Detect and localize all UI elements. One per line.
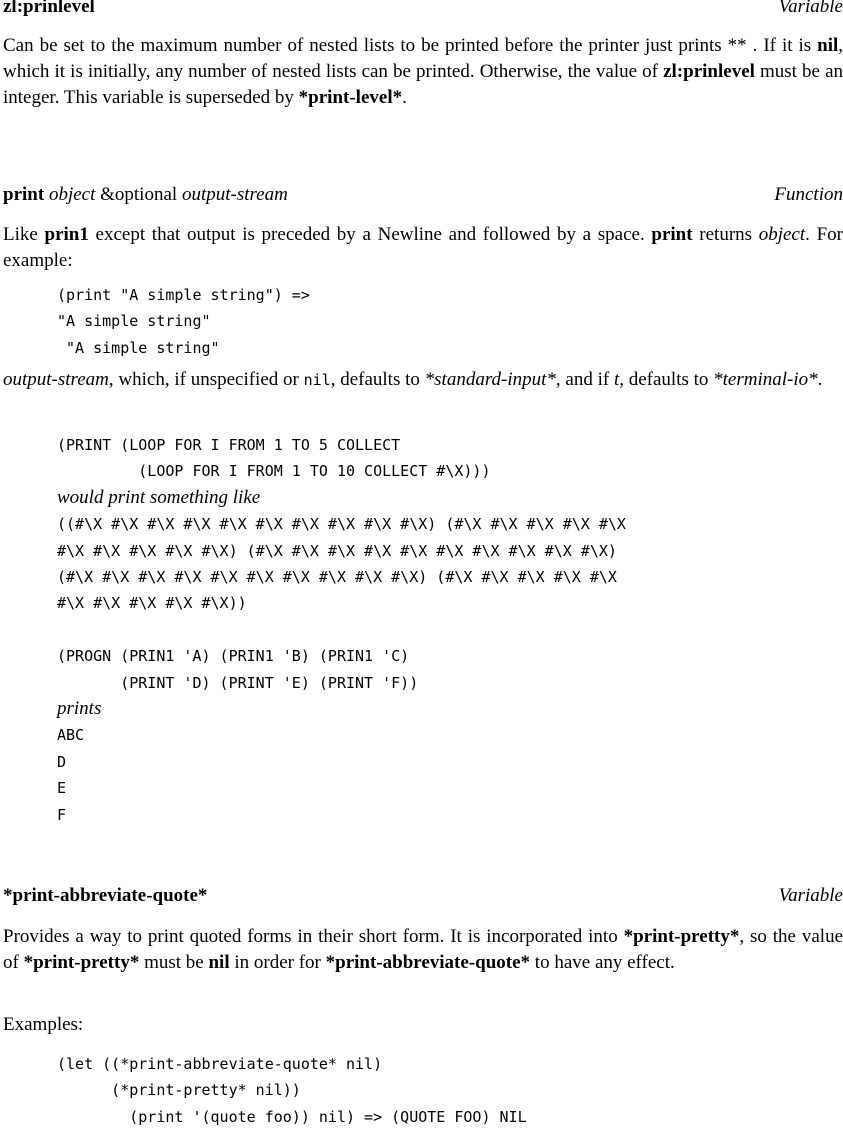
code-comment: prints: [57, 698, 102, 720]
code-line: (PRINT (LOOP FOR I FROM 1 TO 5 COLLECT: [57, 436, 401, 454]
entry-description: [3, 367, 843, 393]
code-line: (PRINT 'D) (PRINT 'E) (PRINT 'F)): [57, 673, 419, 692]
code-term: nil: [303, 371, 331, 389]
entry-description: [3, 222, 843, 274]
term: prin1: [44, 224, 89, 245]
arg: output-stream: [3, 369, 109, 390]
code-line: (#\X #\X #\X #\X #\X #\X #\X #\X #\X #\X) (#\X #\X #\X #\X #\X: [57, 568, 617, 587]
code-line: (let ((*print-abbreviate-quote* nil): [57, 1055, 383, 1073]
arg: output-stream: [181, 184, 288, 205]
text: , defaults to: [619, 369, 714, 390]
text: Provides a way to print quoted forms in their short form. It is incorporated into: [3, 926, 624, 947]
text: .: [402, 87, 407, 108]
code-line: ABC: [57, 726, 85, 745]
text: must be an integer. This variable is superseded by: [3, 61, 843, 108]
entry-name: *print-abbreviate-quote*: [3, 885, 208, 906]
code-line: #\X #\X #\X #\X #\X) (#\X #\X #\X #\X #\X #\X #\X #\X #\X #\X): [57, 541, 617, 560]
entry-kind: Function: [774, 184, 843, 205]
text: except that output is preceded by a Newline and followed by a space.: [88, 224, 652, 245]
text: Like: [3, 224, 45, 245]
code-line: F: [57, 805, 67, 824]
entry-header-prinlevel: [3, 0, 843, 18]
code-line: (*print-pretty* nil)): [57, 1081, 301, 1100]
text: , which, if unspecified or: [108, 369, 304, 390]
code-line: ((#\X #\X #\X #\X #\X #\X #\X #\X #\X #\X) (#\X #\X #\X #\X #\X: [57, 515, 626, 534]
entry-header-print-abbreviate-quote: [3, 885, 843, 907]
term: *print-pretty*: [23, 952, 140, 973]
term: *standard-input*: [424, 369, 556, 390]
code-line: (print "A simple string") =>: [57, 286, 310, 304]
entry-name: zl:prinlevel: [3, 0, 95, 17]
blank-line: [57, 617, 843, 643]
code-comment: would print something like: [57, 486, 261, 508]
code-line: (print '(quote foo)) nil) => (QUOTE FOO) NIL: [57, 1107, 527, 1126]
term: t: [613, 369, 620, 390]
entry-description: [3, 924, 843, 976]
text: , and if: [555, 369, 614, 390]
entry-kind: Variable: [778, 0, 843, 17]
text: in order for: [229, 952, 326, 973]
text: , which it is initially, any number of nested lists can be printed. Otherwise, the value of: [3, 35, 843, 82]
term: print: [651, 224, 693, 245]
text: , so the value of: [3, 926, 843, 973]
arg: object: [758, 224, 806, 245]
examples-label: Examples:: [3, 1014, 84, 1035]
term: *print-abbreviate-quote*: [325, 952, 531, 973]
code-line: (PROGN (PRIN1 'A) (PRIN1 'B) (PRIN1 'C): [57, 647, 410, 666]
term: nil: [817, 35, 839, 56]
text: , defaults to: [330, 369, 425, 390]
text: .: [817, 369, 823, 390]
text: Can be set to the maximum number of nested lists to be printed before the printer just prints ** . If it is: [3, 35, 818, 56]
code-line: "A simple string": [57, 312, 211, 331]
code-line: "A simple string": [57, 338, 220, 357]
code-line: D: [57, 752, 67, 771]
text: . For example:: [3, 224, 843, 271]
term: *terminal-io*: [713, 369, 818, 390]
code-line: #\X #\X #\X #\X #\X)): [57, 594, 247, 613]
entry-header-print: [3, 184, 843, 206]
term: *print-pretty*: [623, 926, 740, 947]
arg: object: [48, 184, 96, 205]
code-line: E: [57, 779, 67, 798]
code-example: [57, 432, 843, 828]
entry-name: print: [3, 184, 45, 205]
text: to have any effect.: [530, 952, 675, 973]
term: nil: [208, 952, 230, 973]
code-example: [57, 282, 843, 361]
entry-kind: Variable: [778, 885, 843, 906]
code-line: (LOOP FOR I FROM 1 TO 10 COLLECT #\X))): [57, 462, 491, 481]
text: must be: [139, 952, 209, 973]
lambda-keyword: &optional: [100, 184, 178, 205]
entry-description: [3, 33, 843, 111]
entry-signature: [3, 184, 288, 206]
term: zl:prinlevel: [663, 61, 755, 82]
term: *print-level*: [298, 87, 403, 108]
text: returns: [692, 224, 759, 245]
code-example: [57, 1051, 843, 1130]
